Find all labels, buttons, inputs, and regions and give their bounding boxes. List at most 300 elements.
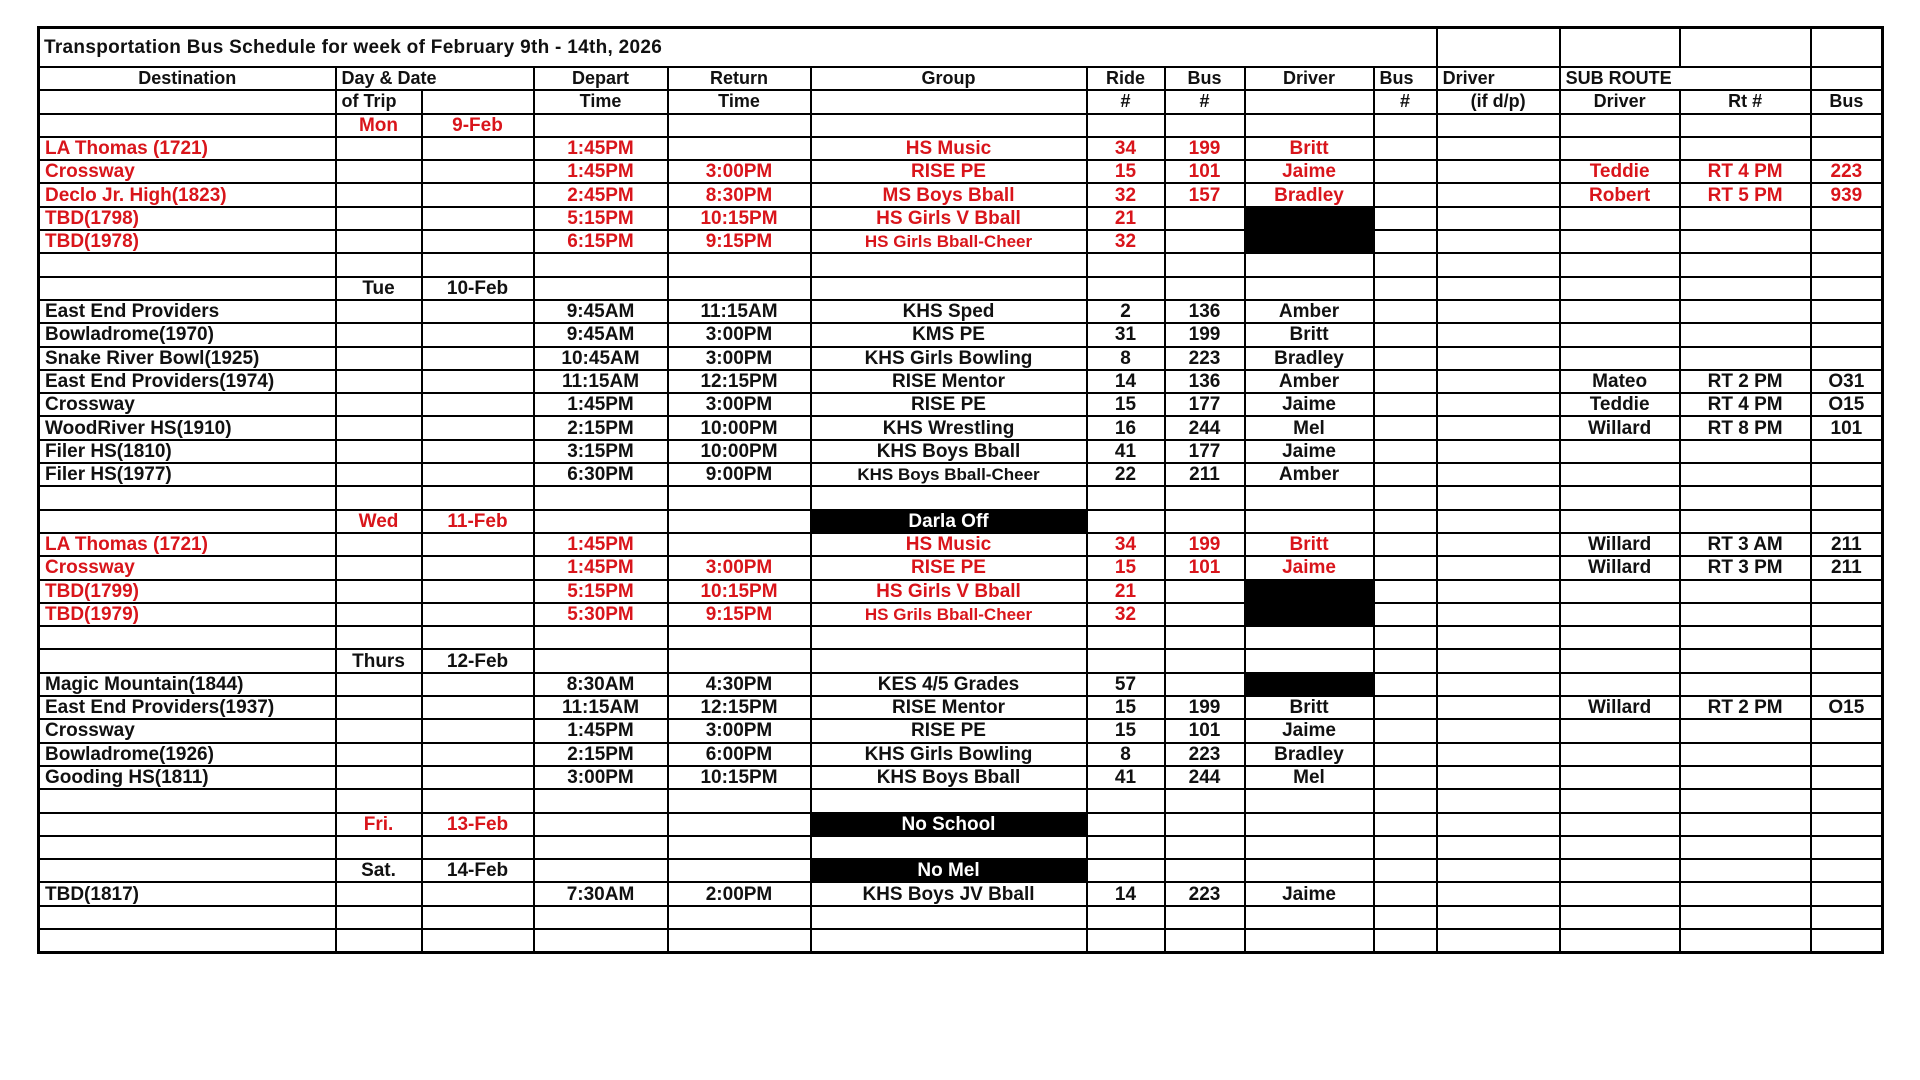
destination-cell: TBD(1799) bbox=[39, 580, 336, 603]
blank-cell bbox=[1437, 859, 1560, 882]
blank-cell bbox=[39, 510, 336, 533]
group-cell: KHS Boys Bball bbox=[811, 766, 1087, 789]
blank-cell bbox=[1165, 253, 1245, 276]
destination-cell: Gooding HS(1811) bbox=[39, 766, 336, 789]
driver-dp-cell bbox=[1437, 719, 1560, 742]
header-blank-cell bbox=[1811, 67, 1883, 90]
bus2-cell bbox=[1374, 207, 1437, 230]
blank-cell bbox=[811, 253, 1087, 276]
blank-cell bbox=[1374, 859, 1437, 882]
return-time-cell: 6:00PM bbox=[668, 743, 811, 766]
blank-cell bbox=[1437, 253, 1560, 276]
group-cell: KHS Girls Bowling bbox=[811, 347, 1087, 370]
driver-cell: Mel bbox=[1245, 416, 1374, 439]
sub-route-cell bbox=[1680, 230, 1811, 253]
day-cell bbox=[336, 696, 422, 719]
return-time-cell: 3:00PM bbox=[668, 393, 811, 416]
title-blank-cell bbox=[1560, 28, 1680, 68]
blank-cell bbox=[1245, 929, 1374, 953]
blank-cell bbox=[1680, 813, 1811, 836]
trip-row bbox=[39, 556, 1883, 579]
depart-time-cell: 5:15PM bbox=[534, 580, 668, 603]
destination-cell: TBD(1798) bbox=[39, 207, 336, 230]
blank-cell bbox=[1560, 789, 1680, 812]
blank-cell bbox=[1087, 859, 1165, 882]
bus-number-cell bbox=[1165, 207, 1245, 230]
driver-dp-cell bbox=[1437, 556, 1560, 579]
group-cell: KHS Boys JV Bball bbox=[811, 882, 1087, 905]
blank-row bbox=[39, 626, 1883, 649]
day-cell bbox=[336, 580, 422, 603]
blank-cell bbox=[534, 649, 668, 672]
ride-count-cell: 15 bbox=[1087, 393, 1165, 416]
driver-cell: Jaime bbox=[1245, 556, 1374, 579]
blank-cell bbox=[1437, 789, 1560, 812]
destination-cell: Filer HS(1810) bbox=[39, 440, 336, 463]
blank-row bbox=[39, 836, 1883, 859]
ride-count-cell: 15 bbox=[1087, 556, 1165, 579]
blank-cell bbox=[1374, 649, 1437, 672]
destination-cell: Magic Mountain(1844) bbox=[39, 673, 336, 696]
day-cell bbox=[336, 533, 422, 556]
driver-dp-cell bbox=[1437, 137, 1560, 160]
blank-cell bbox=[39, 626, 336, 649]
blank-cell bbox=[1811, 836, 1883, 859]
destination-cell: Bowladrome(1970) bbox=[39, 323, 336, 346]
blank-cell bbox=[422, 789, 534, 812]
bus2-cell bbox=[1374, 137, 1437, 160]
blank-cell bbox=[1680, 929, 1811, 953]
blank-cell bbox=[1245, 626, 1374, 649]
ride-count-cell: 31 bbox=[1087, 323, 1165, 346]
depart-time-cell: 6:15PM bbox=[534, 230, 668, 253]
blank-cell bbox=[422, 486, 534, 509]
bus2-cell bbox=[1374, 533, 1437, 556]
blank-cell bbox=[1437, 626, 1560, 649]
day-cell bbox=[336, 603, 422, 626]
blank-cell bbox=[1245, 789, 1374, 812]
blank-cell bbox=[422, 626, 534, 649]
blank-cell bbox=[39, 649, 336, 672]
destination-cell: Crossway bbox=[39, 393, 336, 416]
col-header-bus2-num: # bbox=[1374, 90, 1437, 113]
bus-number-cell: 101 bbox=[1165, 556, 1245, 579]
blank-cell bbox=[39, 929, 336, 953]
blank-row bbox=[39, 906, 1883, 929]
return-time-cell: 3:00PM bbox=[668, 347, 811, 370]
blank-cell bbox=[668, 929, 811, 953]
ride-count-cell: 34 bbox=[1087, 137, 1165, 160]
sub-route-cell bbox=[1680, 347, 1811, 370]
day-cell bbox=[336, 347, 422, 370]
return-time-cell: 3:00PM bbox=[668, 323, 811, 346]
depart-time-cell: 11:15AM bbox=[534, 370, 668, 393]
driver-dp-cell bbox=[1437, 160, 1560, 183]
col-header-ride-num: # bbox=[1087, 90, 1165, 113]
blank-cell bbox=[1680, 486, 1811, 509]
return-time-cell: 12:15PM bbox=[668, 370, 811, 393]
date-label: 11-Feb bbox=[422, 510, 534, 533]
depart-time-cell: 5:30PM bbox=[534, 603, 668, 626]
title-row bbox=[39, 28, 1883, 68]
sub-bus-cell: 211 bbox=[1811, 533, 1883, 556]
sub-bus-cell bbox=[1811, 743, 1883, 766]
bus2-cell bbox=[1374, 160, 1437, 183]
driver-dp-cell bbox=[1437, 533, 1560, 556]
blank-cell bbox=[811, 486, 1087, 509]
sub-bus-cell bbox=[1811, 137, 1883, 160]
sub-route-cell bbox=[1680, 463, 1811, 486]
ride-count-cell: 21 bbox=[1087, 207, 1165, 230]
blank-cell bbox=[534, 253, 668, 276]
blank-cell bbox=[1165, 510, 1245, 533]
trip-row bbox=[39, 440, 1883, 463]
day-label: Fri. bbox=[336, 813, 422, 836]
blank-cell bbox=[1680, 859, 1811, 882]
sub-driver-cell bbox=[1560, 603, 1680, 626]
driver-cell: Jaime bbox=[1245, 393, 1374, 416]
blank-cell bbox=[668, 253, 811, 276]
return-time-cell: 11:15AM bbox=[668, 300, 811, 323]
ride-count-cell: 34 bbox=[1087, 533, 1165, 556]
trip-row bbox=[39, 416, 1883, 439]
blank-cell bbox=[1087, 253, 1165, 276]
date-cell bbox=[422, 766, 534, 789]
driver-dp-cell bbox=[1437, 696, 1560, 719]
blank-cell bbox=[1811, 253, 1883, 276]
driver-dp-cell bbox=[1437, 370, 1560, 393]
blank-cell bbox=[422, 929, 534, 953]
header-row-1 bbox=[39, 67, 1883, 90]
sub-route-cell bbox=[1680, 673, 1811, 696]
blank-cell bbox=[1087, 906, 1165, 929]
blank-cell bbox=[1560, 859, 1680, 882]
return-time-cell: 3:00PM bbox=[668, 556, 811, 579]
blank-cell bbox=[39, 789, 336, 812]
blank-cell bbox=[534, 626, 668, 649]
driver-cell: Jaime bbox=[1245, 160, 1374, 183]
sub-route-cell bbox=[1680, 603, 1811, 626]
blank-cell bbox=[39, 836, 336, 859]
ride-count-cell: 14 bbox=[1087, 370, 1165, 393]
day-cell bbox=[336, 207, 422, 230]
trip-row bbox=[39, 580, 1883, 603]
sub-route-cell: RT 2 PM bbox=[1680, 370, 1811, 393]
blank-cell bbox=[1680, 253, 1811, 276]
title-blank-cell bbox=[1437, 28, 1560, 68]
day-note-banner: Darla Off bbox=[811, 510, 1087, 533]
driver-dp-cell bbox=[1437, 766, 1560, 789]
driver-dp-cell bbox=[1437, 300, 1560, 323]
destination-cell: LA Thomas (1721) bbox=[39, 533, 336, 556]
sub-bus-cell bbox=[1811, 207, 1883, 230]
blank-cell bbox=[668, 649, 811, 672]
depart-time-cell: 1:45PM bbox=[534, 556, 668, 579]
date-cell bbox=[422, 323, 534, 346]
group-cell: KHS Girls Bowling bbox=[811, 743, 1087, 766]
sub-driver-cell: Mateo bbox=[1560, 370, 1680, 393]
date-cell bbox=[422, 207, 534, 230]
sub-driver-cell: Willard bbox=[1560, 556, 1680, 579]
ride-count-cell: 14 bbox=[1087, 882, 1165, 905]
group-cell: HS Music bbox=[811, 533, 1087, 556]
sub-route-cell: RT 3 AM bbox=[1680, 533, 1811, 556]
blank-cell bbox=[1437, 114, 1560, 137]
destination-cell: East End Providers(1937) bbox=[39, 696, 336, 719]
date-cell bbox=[422, 673, 534, 696]
group-cell: HS Grils Bball-Cheer bbox=[811, 603, 1087, 626]
blank-cell bbox=[534, 929, 668, 953]
driver-dp-cell bbox=[1437, 882, 1560, 905]
depart-time-cell: 1:45PM bbox=[534, 137, 668, 160]
date-cell bbox=[422, 440, 534, 463]
trip-row bbox=[39, 300, 1883, 323]
day-note-banner: No School bbox=[811, 813, 1087, 836]
driver-dp-cell bbox=[1437, 463, 1560, 486]
bus2-cell bbox=[1374, 463, 1437, 486]
blank-cell bbox=[336, 929, 422, 953]
blank-cell bbox=[1245, 836, 1374, 859]
blank-cell bbox=[1245, 813, 1374, 836]
day-label: Wed bbox=[336, 510, 422, 533]
driver-cell: Mel bbox=[1245, 766, 1374, 789]
driver-cell: Bradley bbox=[1245, 347, 1374, 370]
group-cell: RISE Mentor bbox=[811, 696, 1087, 719]
col-header-of-trip: of Trip bbox=[336, 90, 422, 113]
date-label: 10-Feb bbox=[422, 277, 534, 300]
blank-cell bbox=[1437, 836, 1560, 859]
driver-unassigned-block bbox=[1245, 580, 1374, 603]
bus2-cell bbox=[1374, 743, 1437, 766]
sub-driver-cell bbox=[1560, 673, 1680, 696]
date-label: 14-Feb bbox=[422, 859, 534, 882]
sub-driver-cell bbox=[1560, 230, 1680, 253]
group-cell: HS Girls Bball-Cheer bbox=[811, 230, 1087, 253]
blank-cell bbox=[1811, 859, 1883, 882]
date-cell bbox=[422, 300, 534, 323]
blank-cell bbox=[534, 277, 668, 300]
bus-number-cell bbox=[1165, 580, 1245, 603]
bus2-cell bbox=[1374, 370, 1437, 393]
destination-cell: Crossway bbox=[39, 160, 336, 183]
blank-cell bbox=[39, 859, 336, 882]
schedule-table bbox=[37, 26, 1884, 954]
blank-cell bbox=[1437, 906, 1560, 929]
blank-cell bbox=[811, 906, 1087, 929]
header-row-2 bbox=[39, 90, 1883, 113]
bus-number-cell: 101 bbox=[1165, 160, 1245, 183]
blank-cell bbox=[1811, 813, 1883, 836]
bus-number-cell: 177 bbox=[1165, 393, 1245, 416]
blank-cell bbox=[1811, 929, 1883, 953]
day-row-fri bbox=[39, 813, 1883, 836]
blank-cell bbox=[1560, 813, 1680, 836]
bus-number-cell: 244 bbox=[1165, 416, 1245, 439]
page-title: Transportation Bus Schedule for week of February 9th - 14th, 2026 bbox=[39, 28, 1437, 68]
sub-route-cell: RT 5 PM bbox=[1680, 183, 1811, 206]
ride-count-cell: 2 bbox=[1087, 300, 1165, 323]
day-row-thu bbox=[39, 649, 1883, 672]
bus2-cell bbox=[1374, 393, 1437, 416]
blank-cell bbox=[1374, 114, 1437, 137]
day-row-tue bbox=[39, 277, 1883, 300]
sub-driver-cell bbox=[1560, 137, 1680, 160]
sub-driver-cell bbox=[1560, 719, 1680, 742]
driver-cell: Jaime bbox=[1245, 719, 1374, 742]
ride-count-cell: 41 bbox=[1087, 440, 1165, 463]
blank-cell bbox=[811, 277, 1087, 300]
ride-count-cell: 32 bbox=[1087, 230, 1165, 253]
group-cell: RISE PE bbox=[811, 719, 1087, 742]
blank-cell bbox=[1560, 649, 1680, 672]
driver-dp-cell bbox=[1437, 580, 1560, 603]
date-cell bbox=[422, 160, 534, 183]
return-time-cell: 8:30PM bbox=[668, 183, 811, 206]
day-cell bbox=[336, 882, 422, 905]
blank-cell bbox=[336, 906, 422, 929]
blank-cell bbox=[811, 114, 1087, 137]
bus2-cell bbox=[1374, 673, 1437, 696]
sub-route-cell bbox=[1680, 300, 1811, 323]
blank-cell bbox=[336, 486, 422, 509]
blank-cell bbox=[1165, 929, 1245, 953]
blank-cell bbox=[39, 813, 336, 836]
group-cell: HS Girls V Bball bbox=[811, 580, 1087, 603]
driver-cell: Britt bbox=[1245, 323, 1374, 346]
bus2-cell bbox=[1374, 183, 1437, 206]
col-header-bus: Bus bbox=[1165, 67, 1245, 90]
date-cell bbox=[422, 580, 534, 603]
return-time-cell: 10:00PM bbox=[668, 416, 811, 439]
blank-cell bbox=[39, 906, 336, 929]
group-cell: KMS PE bbox=[811, 323, 1087, 346]
bus-number-cell: 199 bbox=[1165, 323, 1245, 346]
return-time-cell: 10:15PM bbox=[668, 580, 811, 603]
bus2-cell bbox=[1374, 556, 1437, 579]
blank-cell bbox=[1245, 906, 1374, 929]
day-cell bbox=[336, 370, 422, 393]
bus-schedule-sheet bbox=[37, 26, 1884, 954]
group-cell: KES 4/5 Grades bbox=[811, 673, 1087, 696]
col-header-driver: Driver bbox=[1245, 67, 1374, 90]
driver-unassigned-block bbox=[1245, 207, 1374, 230]
date-cell bbox=[422, 743, 534, 766]
return-time-cell: 10:00PM bbox=[668, 440, 811, 463]
blank-cell bbox=[1087, 789, 1165, 812]
blank-cell bbox=[1087, 626, 1165, 649]
col-header-sub-driver: Driver bbox=[1560, 90, 1680, 113]
blank-cell bbox=[1374, 836, 1437, 859]
depart-time-cell: 11:15AM bbox=[534, 696, 668, 719]
blank-cell bbox=[1811, 486, 1883, 509]
blank-cell bbox=[39, 253, 336, 276]
driver-dp-cell bbox=[1437, 347, 1560, 370]
blank-cell bbox=[668, 859, 811, 882]
return-time-cell: 9:15PM bbox=[668, 603, 811, 626]
blank-cell bbox=[1680, 510, 1811, 533]
sub-bus-cell bbox=[1811, 440, 1883, 463]
trip-row bbox=[39, 673, 1883, 696]
blank-cell bbox=[534, 906, 668, 929]
sub-driver-cell bbox=[1560, 580, 1680, 603]
trip-row bbox=[39, 603, 1883, 626]
group-cell: KHS Boys Bball bbox=[811, 440, 1087, 463]
group-cell: HS Girls V Bball bbox=[811, 207, 1087, 230]
driver-cell: Bradley bbox=[1245, 743, 1374, 766]
bus2-cell bbox=[1374, 696, 1437, 719]
trip-row bbox=[39, 137, 1883, 160]
blank-cell bbox=[1165, 114, 1245, 137]
driver-dp-cell bbox=[1437, 323, 1560, 346]
bus-number-cell: 199 bbox=[1165, 137, 1245, 160]
date-cell bbox=[422, 533, 534, 556]
blank-cell bbox=[1560, 836, 1680, 859]
driver-dp-cell bbox=[1437, 743, 1560, 766]
blank-cell bbox=[1374, 253, 1437, 276]
blank-cell bbox=[668, 114, 811, 137]
blank-cell bbox=[1437, 649, 1560, 672]
blank-cell bbox=[1437, 813, 1560, 836]
blank-cell bbox=[336, 789, 422, 812]
trip-row bbox=[39, 207, 1883, 230]
driver-dp-cell bbox=[1437, 673, 1560, 696]
blank-cell bbox=[534, 836, 668, 859]
day-row-sat bbox=[39, 859, 1883, 882]
blank-cell bbox=[668, 813, 811, 836]
blank-cell bbox=[811, 789, 1087, 812]
sub-route-cell bbox=[1680, 580, 1811, 603]
sub-bus-cell: 101 bbox=[1811, 416, 1883, 439]
depart-time-cell: 2:15PM bbox=[534, 416, 668, 439]
blank-cell bbox=[534, 813, 668, 836]
blank-cell bbox=[1680, 789, 1811, 812]
bus-number-cell: 244 bbox=[1165, 766, 1245, 789]
ride-count-cell: 32 bbox=[1087, 183, 1165, 206]
trip-row bbox=[39, 463, 1883, 486]
bus2-cell bbox=[1374, 230, 1437, 253]
sub-bus-cell bbox=[1811, 882, 1883, 905]
return-time-cell bbox=[668, 137, 811, 160]
blank-row bbox=[39, 789, 1883, 812]
blank-cell bbox=[1165, 906, 1245, 929]
sub-bus-cell bbox=[1811, 323, 1883, 346]
sub-driver-cell bbox=[1560, 207, 1680, 230]
blank-cell bbox=[811, 626, 1087, 649]
ride-count-cell: 57 bbox=[1087, 673, 1165, 696]
blank-cell bbox=[1374, 510, 1437, 533]
date-cell bbox=[422, 347, 534, 370]
day-cell bbox=[336, 323, 422, 346]
day-cell bbox=[336, 137, 422, 160]
blank-cell bbox=[1374, 906, 1437, 929]
return-time-cell: 12:15PM bbox=[668, 696, 811, 719]
driver-unassigned-block bbox=[1245, 230, 1374, 253]
blank-cell bbox=[1245, 277, 1374, 300]
blank-row bbox=[39, 929, 1883, 953]
title-blank-cell bbox=[1680, 28, 1811, 68]
depart-time-cell: 1:45PM bbox=[534, 160, 668, 183]
destination-cell: Crossway bbox=[39, 556, 336, 579]
date-cell bbox=[422, 882, 534, 905]
bus-number-cell bbox=[1165, 673, 1245, 696]
bus2-cell bbox=[1374, 719, 1437, 742]
day-cell bbox=[336, 440, 422, 463]
day-cell bbox=[336, 300, 422, 323]
sub-driver-cell: Robert bbox=[1560, 183, 1680, 206]
blank-cell bbox=[1374, 929, 1437, 953]
blank-cell bbox=[1437, 277, 1560, 300]
day-cell bbox=[336, 183, 422, 206]
